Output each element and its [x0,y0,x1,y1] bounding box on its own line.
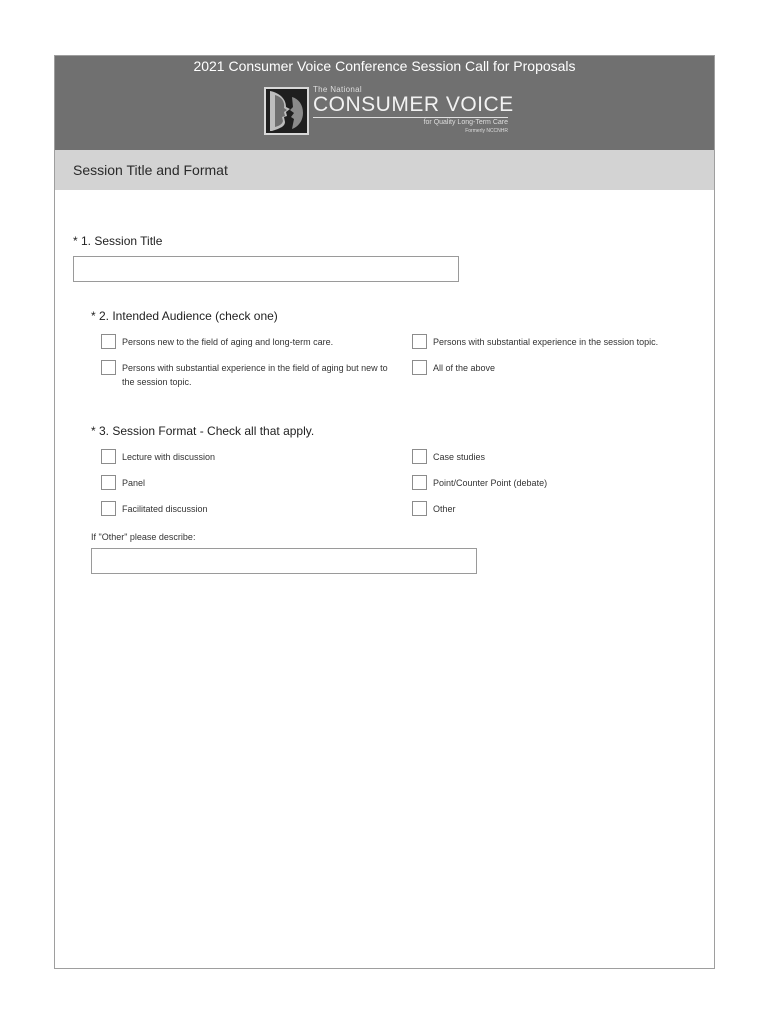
option-label: Persons with substantial experience in the session topic. [433,337,659,347]
option-label: Case studies [433,452,486,462]
other-describe-label: If "Other" please describe: [91,532,196,542]
option-label: Facilitated discussion [122,504,208,514]
section-title: Session Title and Format [73,162,228,178]
checkbox[interactable] [101,449,116,464]
option-label: Persons new to the field of aging and long-term care. [122,337,334,347]
question-3-label: * 3. Session Format - Check all that apply. [91,424,315,438]
checkbox[interactable] [412,501,427,516]
checkbox[interactable] [101,360,116,375]
checkbox[interactable] [412,334,427,349]
profile-faces-icon [264,87,309,135]
session-title-input[interactable] [73,256,459,282]
logo-divider [313,117,508,118]
logo-sub-text: for Quality Long-Term Care [423,119,508,126]
checkbox[interactable] [101,475,116,490]
checkbox[interactable] [101,501,116,516]
option-label: Persons with substantial experience in the field of aging but new to the session topic. [122,363,388,387]
form-title: 2021 Consumer Voice Conference Session Call for Proposals [193,58,576,74]
checkbox[interactable] [101,334,116,349]
section-header [55,150,714,190]
logo-tag-text: Formerly NCCNHR [465,128,508,134]
form-page [54,55,715,969]
option-label: Point/Counter Point (debate) [433,478,548,488]
option-label: Lecture with discussion [122,452,216,462]
other-describe-input[interactable] [91,548,477,574]
checkbox[interactable] [412,449,427,464]
option-label: All of the above [433,363,496,373]
question-2-label: * 2. Intended Audience (check one) [91,309,278,323]
logo-main-text: CONSUMER VOICE [313,93,514,116]
consumer-voice-logo [264,85,514,137]
checkbox[interactable] [412,475,427,490]
logo-small-text: The National [313,85,362,94]
question-1-label: * 1. Session Title [73,234,163,248]
option-label: Panel [122,478,146,488]
option-label: Other [433,504,456,514]
checkbox[interactable] [412,360,427,375]
form-header [55,56,714,150]
